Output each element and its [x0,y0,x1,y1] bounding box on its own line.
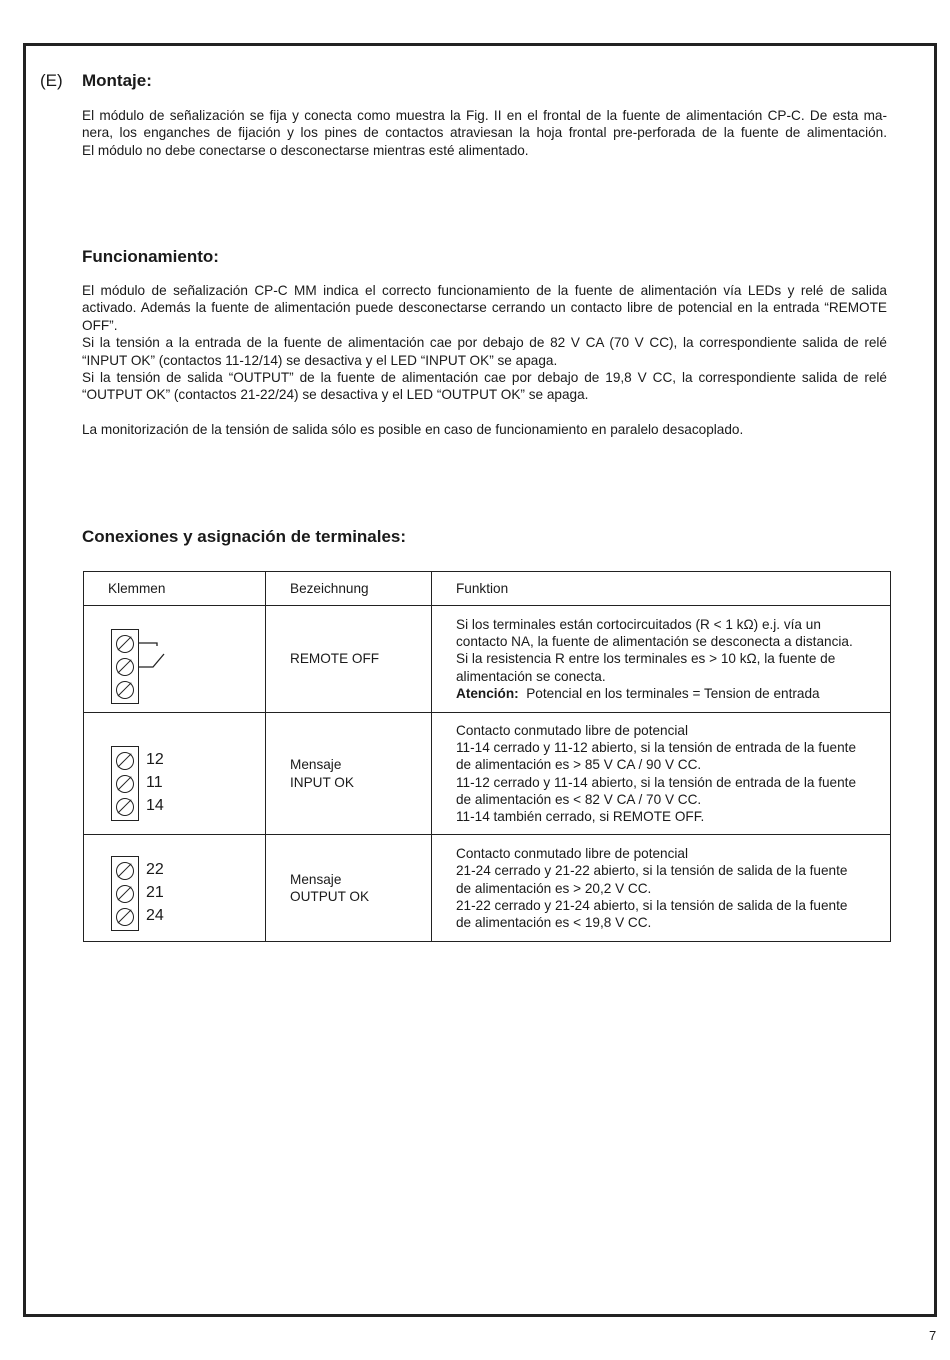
table-row [84,713,891,835]
table-header-row [84,572,891,606]
function-line: de alimentación es > 20,2 V CC. [456,880,652,896]
attention-label: Atención: [456,685,519,701]
name-line: REMOTE OFF [290,651,380,667]
function-line: 21-24 cerrado y 21-22 abierto, si la tensión de salida de la fuente [456,863,848,879]
screw-icon [116,885,134,903]
function-line: Contacto conmutado libre de potencial [456,723,688,738]
function-output-ok [432,835,891,942]
screw-icon [116,681,134,699]
name-remote-off [266,606,432,713]
montaje-text [82,107,887,159]
screw-icon [116,908,134,926]
attention-line [456,685,872,702]
terminal-diagram-remote-off [84,606,266,713]
function-line: 11-14 cerrado y 11-12 abierto, si la tensión de entrada de la fuente [456,740,857,756]
terminal-number: 22 [146,861,164,879]
terminal-block [111,629,139,704]
montaje-line-3: El módulo no debe conectarse o desconectarse mientras esté alimentado. [82,142,529,158]
switch-contact-icon [139,626,169,676]
header-klemmen: Klemmen [84,572,266,606]
header-funktion: Funktion [432,572,891,606]
function-line: Si la resistencia R entre los terminales es > 10 kΩ, la fuente de [456,651,836,667]
heading-funcionamiento: Funcionamiento: [82,247,219,266]
terminal-number: 14 [146,796,164,814]
heading-conexiones: Conexiones y asignación de terminales: [82,527,407,546]
screw-icon [116,635,134,653]
name-output-ok [266,835,432,942]
montaje-line-1: El módulo de señalización se fija y conecta como muestra la Fig. II en el frontal de la fuente de alimentación CP-C. De esta ma- [82,108,887,123]
function-line: alimentación se conecta. [456,668,606,684]
function-line: de alimentación es < 82 V CA / 70 V CC. [456,791,702,807]
function-line: de alimentación es < 19,8 V CC. [456,915,652,931]
function-line: Contacto conmutado libre de potencial [456,846,688,862]
name-input-ok [266,713,432,835]
function-remote-off [432,606,891,713]
funcionamiento-p3: Si la tensión de salida “OUTPUT” de la fuente de alimentación cae por debajo de 19,8 V CC, la correspondiente salida de relé “OUTPUT OK” (contactos 21-22/24) se desactiva y el LED “OUTPUT OK” se apaga. [82,370,887,403]
function-line: de alimentación es > 85 V CA / 90 V CC. [456,757,702,773]
name-line: INPUT OK [290,774,354,790]
function-input-ok [432,713,891,835]
function-line: contacto NA, la fuente de alimentación se desconecta a distancia. [456,634,853,650]
table-row [84,835,891,942]
terminal-block [111,856,139,931]
screw-icon [116,862,134,880]
function-line: 11-12 cerrado y 11-14 abierto, si la tensión de entrada de la fuente [456,774,857,790]
function-line: 11-14 también cerrado, si REMOTE OFF. [456,809,705,825]
page-number: 7 [929,1328,937,1343]
function-line: Si los terminales están cortocircuitados (R < 1 kΩ) e.j. vía un [456,616,821,632]
language-marker: (E) [40,71,63,90]
screw-icon [116,775,134,793]
terminal-table [83,571,891,942]
terminal-diagram-input-ok [84,713,266,835]
terminal-block [111,746,139,821]
name-line: OUTPUT OK [290,889,370,905]
function-line: 21-22 cerrado y 21-24 abierto, si la tensión de salida de la fuente [456,897,848,913]
funcionamiento-text [82,282,887,439]
name-line: Mensaje [290,872,342,888]
attention-text: Potencial en los terminales = Tension de entrada [518,685,820,701]
funcionamiento-p2: Si la tensión a la entrada de la fuente de alimentación cae por debajo de 82 V CA (70 V CC), la correspondiente salida de relé “INPUT OK” (contactos 11-12/14) se desactiva y el LED “INPUT OK” se apaga. [82,335,887,368]
funcionamiento-p4: La monitorización de la tensión de salida sólo es posible en caso de funcionamiento en paralelo desacoplado. [82,422,744,438]
terminal-number: 11 [146,773,163,791]
terminal-diagram-output-ok [84,835,266,942]
screw-icon [116,658,134,676]
header-bezeichnung: Bezeichnung [266,572,432,606]
screw-icon [116,798,134,816]
terminal-number: 21 [146,884,164,902]
name-line: Mensaje [290,757,342,773]
funcionamiento-p1: El módulo de señalización CP-C MM indica el correcto funcionamiento de la fuente de alimentación vía LEDs y relé de salida activado. Además la fuente de alimentación puede desconectarse cerrando un contacto libre de potencial en la entrada “REMOTE OFF”. [82,283,887,333]
montaje-line-2: nera, los enganches de fijación y los pines de contactos atraviesan la hoja frontal pre-perforada de la fuente de alimentación. [82,125,887,141]
table-row [84,606,891,713]
screw-icon [116,752,134,770]
terminal-number: 12 [146,750,164,768]
terminal-number: 24 [146,907,164,925]
heading-montaje: Montaje: [82,71,152,90]
